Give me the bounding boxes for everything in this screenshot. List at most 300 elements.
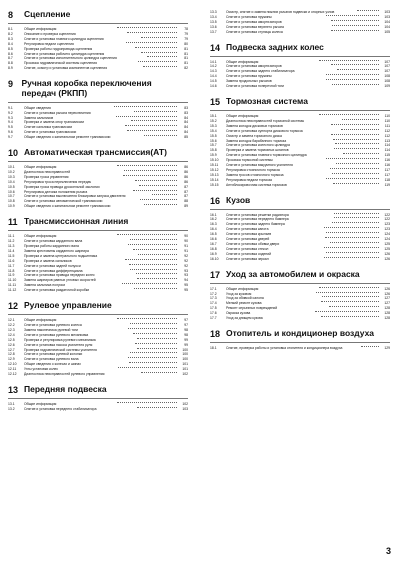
entry-page: 81 xyxy=(184,46,188,51)
dot-leader xyxy=(332,222,379,223)
entry-page: 89 xyxy=(184,204,189,209)
section-number: 18 xyxy=(210,328,221,339)
entry-title: Проверка работы карданного вала xyxy=(24,244,79,248)
entry-title: Общие сведения о капитальном ремонте трансмиссии xyxy=(24,204,111,209)
entry-number: 11.10 xyxy=(8,278,17,283)
entry-number: 12.10 xyxy=(8,362,17,367)
dot-leader xyxy=(334,217,379,218)
dot-leader xyxy=(361,346,379,347)
entry-number: 17.3 xyxy=(210,296,217,301)
entry-title: Общие информация xyxy=(24,27,57,31)
entry-number: 15.6 xyxy=(210,138,217,143)
entry-title: Снятие и установка задней полуоси xyxy=(24,263,81,268)
entry-page: 87 xyxy=(184,184,189,189)
entry-number: 16.1 xyxy=(210,212,217,217)
section-title: Подвеска задних колес xyxy=(226,41,324,52)
entry-title: Снятие и установка ступицы колеса xyxy=(226,29,283,34)
entry-title: Мелкий ремонт кузова xyxy=(226,301,262,306)
section-title: Сцепление xyxy=(24,9,71,19)
section-divider xyxy=(210,209,390,210)
dot-leader xyxy=(326,79,379,80)
dot-leader xyxy=(136,273,177,274)
entry-number: 17.6 xyxy=(210,311,217,316)
entry-number: 17.5 xyxy=(210,306,217,311)
entry-title: Замена крестовины карданного шарнира xyxy=(24,248,89,253)
dot-leader xyxy=(129,264,177,265)
dot-leader xyxy=(325,237,379,238)
entry-number: 15.11 xyxy=(210,163,219,168)
entry-page: 79 xyxy=(184,31,189,36)
entry-title: Общие информация xyxy=(24,165,57,170)
entry-number: 14.1 xyxy=(210,59,217,64)
dot-leader xyxy=(130,269,177,270)
entry-title: Проверка и замена сальников xyxy=(24,258,72,263)
entry-number: 11.8 xyxy=(8,268,15,273)
dot-leader xyxy=(357,10,379,11)
entry-page: 123 xyxy=(384,222,390,227)
entry-title: Уход за кузовом xyxy=(226,291,252,296)
section-header xyxy=(210,329,390,339)
dot-leader xyxy=(141,372,177,373)
section-title: Рулевое управление xyxy=(24,300,112,311)
dot-leader xyxy=(134,111,177,112)
entry-number: 13.3 xyxy=(210,10,217,14)
entry-number: 16.7 xyxy=(210,242,217,246)
dot-leader xyxy=(332,84,379,85)
entry-title: Общие информация xyxy=(226,286,259,291)
entry-title: Снятие и установка стекол xyxy=(226,246,269,251)
page-number: 3 xyxy=(385,546,391,556)
dot-leader xyxy=(342,119,379,120)
entry-number: 16.10 xyxy=(210,256,219,261)
entry-title: Снятие и установка автоматической трансмиссии xyxy=(24,199,103,204)
entry-number: 8.6 xyxy=(8,51,13,56)
entry-title: Снятие, проверка работы и установка отопителя и кондиционера воздуха xyxy=(226,345,343,350)
entry-page: 81 xyxy=(184,61,189,66)
entry-number: 15.5 xyxy=(210,133,217,138)
entry-page: 128 xyxy=(384,316,391,321)
entry-title: Снятие и установка рулевой колонки xyxy=(24,352,83,357)
dot-leader xyxy=(131,120,177,121)
toc-section xyxy=(8,385,188,412)
dot-leader xyxy=(117,318,177,319)
entry-number: 12.4 xyxy=(8,332,15,337)
entry-title: Общие информация xyxy=(24,401,57,406)
entry-number: 14.4 xyxy=(210,74,217,79)
dot-leader xyxy=(331,20,379,21)
entry-number: 11.1 xyxy=(8,234,15,239)
entry-number: 10.9 xyxy=(8,204,15,209)
entry-number: 12.6 xyxy=(8,342,15,347)
entry-page: 81 xyxy=(184,51,189,56)
toc-section xyxy=(8,301,188,377)
entry-number: 16.4 xyxy=(210,227,217,232)
toc-entry xyxy=(8,407,188,412)
dot-leader xyxy=(135,180,177,181)
entry-title: Снятие и установка трансмиссии xyxy=(24,130,77,135)
entry-page: 107 xyxy=(384,64,391,69)
entry-title: Снятие и установка сидений xyxy=(226,251,272,256)
dot-leader xyxy=(334,213,379,214)
toc-entry xyxy=(8,204,188,209)
dot-leader xyxy=(130,323,177,324)
entry-title: Снятие и установка рычага переключения xyxy=(24,110,91,115)
entry-title: Проверка гидравлической системы усилителя xyxy=(24,347,97,352)
section-header xyxy=(210,43,390,53)
entry-number: 11.9 xyxy=(8,273,15,278)
entry-number: 12.3 xyxy=(8,327,15,332)
entry-page: 101 xyxy=(182,362,189,367)
entry-number: 12.8 xyxy=(8,352,15,357)
entry-page: 112 xyxy=(384,133,391,138)
entry-title: Снятие и установка амортизаторов xyxy=(226,19,282,24)
section-title: Уход за автомобилем и окраска xyxy=(226,268,360,279)
entry-number: 11.2 xyxy=(8,239,15,244)
entry-page: 129 xyxy=(384,345,390,350)
entry-title: Снятие, осмотр и установка компонентов сцепления xyxy=(24,66,108,71)
toc-section xyxy=(8,10,188,71)
entry-number: 15.2 xyxy=(210,118,217,123)
entry-title: Снятие и установка дверей xyxy=(226,237,270,242)
entry-number: 15.13 xyxy=(210,172,219,177)
section-number: 9 xyxy=(8,79,14,90)
entry-page: 114 xyxy=(384,143,390,148)
entry-number: 8.4 xyxy=(8,41,13,46)
entry-number: 14.6 xyxy=(210,84,217,89)
entry-page: 104 xyxy=(384,19,391,24)
entry-number: 15.1 xyxy=(210,113,217,118)
dot-leader xyxy=(152,194,177,195)
entry-number: 15.15 xyxy=(210,182,219,187)
dot-leader xyxy=(138,61,178,62)
entry-page: 90 xyxy=(184,239,188,244)
entry-title: Снятие и установка заднего стабилизатора xyxy=(226,69,295,74)
entry-title: Снятие и установка пружины xyxy=(226,74,272,79)
section-title: Трансмиссионная линия xyxy=(24,216,129,227)
section-title: Отопитель и кондиционер воздуха xyxy=(226,327,375,338)
entry-title: Снятие и установка раздаточной коробки xyxy=(24,288,90,293)
dot-leader xyxy=(331,30,379,31)
dot-leader xyxy=(117,27,177,28)
entry-page: 103 xyxy=(384,14,391,19)
entry-title: Снятие и установка верхнего рычага xyxy=(226,24,284,29)
entry-page: 124 xyxy=(384,232,390,237)
dot-leader xyxy=(334,148,379,149)
entry-page: 86 xyxy=(184,165,188,170)
entry-page: 103 xyxy=(182,406,189,411)
dot-leader xyxy=(324,257,379,258)
entry-number: 18.1 xyxy=(210,345,217,350)
section-divider xyxy=(8,230,188,231)
entry-title: Проверка троса управления xyxy=(24,174,69,179)
entry-title: Общие сведения xyxy=(24,105,51,110)
section-number: 14 xyxy=(210,42,221,53)
entry-title: Замена колодок барабанного тормоза xyxy=(226,138,287,143)
entry-number: 10.4 xyxy=(8,179,15,184)
entry-number: 12.11 xyxy=(8,367,17,372)
entry-page: 104 xyxy=(384,24,390,29)
entry-number: 15.12 xyxy=(210,167,219,172)
entry-title: Снятие и установка решетки радиатора xyxy=(226,212,289,217)
entry-number: 10.8 xyxy=(8,199,15,204)
dot-leader xyxy=(333,183,379,184)
dot-leader xyxy=(332,25,379,26)
entry-page: 92 xyxy=(184,253,188,258)
entry-title: Замена наконечника рулевой тяги xyxy=(24,327,78,332)
entry-page: 105 xyxy=(384,29,390,34)
dot-leader xyxy=(128,357,177,358)
section-header xyxy=(8,79,188,99)
entry-page: 118 xyxy=(384,177,391,182)
entry-page: 114 xyxy=(384,148,391,153)
dot-leader xyxy=(133,249,177,250)
entry-page: 86 xyxy=(184,179,189,184)
entry-number: 12.1 xyxy=(8,318,15,323)
entry-title: Снятие и установка рулевого колеса xyxy=(24,322,82,327)
entry-number: 13.5 xyxy=(210,19,217,24)
entry-title: Общие информация xyxy=(24,318,57,323)
entry-page: 87 xyxy=(184,194,188,199)
toc-entry xyxy=(210,84,390,89)
section-header xyxy=(210,270,390,280)
toc-section xyxy=(8,79,188,140)
dot-leader xyxy=(333,139,379,140)
entry-number: 8.1 xyxy=(8,27,13,31)
entry-number: 9.1 xyxy=(8,105,13,110)
entry-page: 103 xyxy=(384,10,391,14)
toc-entry xyxy=(8,372,188,377)
entry-page: 101 xyxy=(182,367,189,372)
entry-title: Уход за обивкой салона xyxy=(226,296,264,301)
entry-number: 11.3 xyxy=(8,244,15,248)
entry-number: 12.2 xyxy=(8,322,15,327)
entry-page: 126 xyxy=(384,251,390,256)
entry-page: 117 xyxy=(384,167,391,172)
entry-number: 16.2 xyxy=(210,217,217,222)
entry-number: 16.5 xyxy=(210,232,217,237)
dot-leader xyxy=(129,362,177,363)
entry-number: 13.6 xyxy=(210,24,217,29)
section-header xyxy=(210,196,390,206)
entry-title: Снятие и установка дифференциала xyxy=(24,268,83,273)
dot-leader xyxy=(319,287,379,288)
section-divider xyxy=(8,23,188,24)
section-number: 12 xyxy=(8,301,19,312)
entry-page: 90 xyxy=(184,234,188,239)
entry-title: Снятие и установка переднего стабилизатора xyxy=(24,406,97,411)
entry-page: 92 xyxy=(184,258,188,263)
toc-entry xyxy=(8,66,188,71)
entry-page: 100 xyxy=(182,352,188,357)
dot-leader xyxy=(130,239,177,240)
entry-page: 83 xyxy=(184,110,188,115)
section-number: 15 xyxy=(210,96,221,107)
entry-title: Проверка и замена опор трансмиссии xyxy=(24,120,85,125)
entry-title: Проверка работы гидропривода сцепления xyxy=(24,46,93,51)
entry-page: 99 xyxy=(184,342,188,347)
entry-title: Диагностика неисправностей рулевого управления xyxy=(24,372,105,377)
entry-number: 13.4 xyxy=(210,14,217,19)
dot-leader xyxy=(147,56,177,57)
entry-page: 93 xyxy=(184,268,189,273)
entry-number: 13.7 xyxy=(210,29,217,34)
entry-page: 94 xyxy=(184,278,188,283)
section-header xyxy=(8,217,188,227)
dot-leader xyxy=(331,124,379,125)
entry-title: Снятие и установка рулевого механизма xyxy=(24,332,89,337)
dot-leader xyxy=(135,47,177,48)
dot-leader xyxy=(321,301,379,302)
entry-page: 84 xyxy=(184,125,188,130)
entry-page: 97 xyxy=(184,318,188,323)
entry-number: 11.12 xyxy=(8,288,17,293)
section-number: 8 xyxy=(8,10,14,20)
dot-leader xyxy=(133,190,177,191)
entry-page: 116 xyxy=(384,158,391,163)
entry-page: 97 xyxy=(184,322,188,327)
dot-leader xyxy=(324,227,379,228)
entry-title: Снятие и установка крыльев xyxy=(226,232,272,237)
entry-page: 117 xyxy=(384,172,391,177)
section-number: 16 xyxy=(210,195,221,206)
entry-title: Замена шарниров равных угловых скоростей xyxy=(24,278,96,283)
entry-title: Снятие и установка главного тормозного цилиндра xyxy=(226,153,307,158)
entry-title: Снятие и установка привода передних колес xyxy=(24,273,95,278)
entry-page: 80 xyxy=(184,41,188,46)
toc-section xyxy=(210,196,390,262)
entry-page: 110 xyxy=(384,113,390,118)
entry-title: Замена колодок дисковых тормозов xyxy=(226,123,283,128)
entry-page: 85 xyxy=(184,135,189,140)
dot-leader xyxy=(130,352,177,353)
dot-leader xyxy=(326,15,379,16)
entry-number: 9.3 xyxy=(8,115,13,120)
dot-leader xyxy=(331,134,379,135)
section-divider xyxy=(210,283,390,284)
entry-title: Снятие и установка карданного вала xyxy=(24,239,83,244)
toc-section xyxy=(210,10,390,35)
entry-number: 14.2 xyxy=(210,64,217,69)
dot-leader xyxy=(138,254,177,255)
entry-title: Снятие и установка главного цилиндра сцепления xyxy=(24,36,104,41)
toc-section xyxy=(8,217,188,293)
entry-page: 122 xyxy=(384,212,391,217)
entry-number: 11.11 xyxy=(8,283,16,288)
section-divider xyxy=(210,342,390,343)
entry-page: 124 xyxy=(384,237,391,242)
entry-page: 100 xyxy=(182,357,189,362)
entry-page: 126 xyxy=(384,256,390,261)
entry-page: 81 xyxy=(184,56,189,61)
dot-leader xyxy=(341,129,379,130)
dot-leader xyxy=(124,170,177,171)
section-title: Тормозная система xyxy=(226,95,308,106)
dot-leader xyxy=(123,175,177,176)
entry-title: Регулировка педали сцепления xyxy=(24,41,74,46)
entry-page: 123 xyxy=(384,227,390,232)
entry-number: 10.6 xyxy=(8,189,15,194)
entry-title: Снятие и установка зеркал xyxy=(226,256,269,261)
dot-leader xyxy=(321,316,379,317)
entry-page: 122 xyxy=(384,217,390,222)
entry-page: 127 xyxy=(384,301,391,306)
dot-leader xyxy=(144,135,177,136)
entry-number: 8.3 xyxy=(8,36,13,41)
entry-page: 126 xyxy=(384,291,390,296)
section-title: Ручная коробка переключения передач (РКПП) xyxy=(21,78,152,98)
entry-page: 86 xyxy=(184,174,189,179)
dot-leader xyxy=(137,338,177,339)
section-divider xyxy=(8,102,188,103)
entry-title: Диагностика неисправностей xyxy=(24,169,71,174)
entry-title: Общие информация xyxy=(226,59,259,64)
entry-number: 17.2 xyxy=(210,291,217,296)
toc-section xyxy=(210,329,390,351)
section-number: 11 xyxy=(8,217,18,228)
entry-title: Осмотр и замена тормозного диска xyxy=(226,133,282,138)
entry-number: 10.5 xyxy=(8,184,15,189)
entry-number: 17.1 xyxy=(210,286,217,291)
entry-title: Прокачка гидравлической системы сцепления xyxy=(24,61,97,66)
entry-title: Снятие и установка рабочего цилиндра сцепления xyxy=(24,51,105,56)
entry-page: 125 xyxy=(384,242,390,246)
entry-number: 15.7 xyxy=(210,143,217,148)
entry-title: Общие сведения о колесах и шинах xyxy=(24,362,81,367)
entry-number: 15.3 xyxy=(210,123,217,128)
entry-number: 9.7 xyxy=(8,135,13,140)
entry-page: 107 xyxy=(384,59,390,64)
entry-page: 113 xyxy=(384,138,391,143)
toc-entry xyxy=(210,316,390,321)
entry-number: 14.5 xyxy=(210,79,217,84)
dot-leader xyxy=(322,296,379,297)
dot-leader xyxy=(143,66,177,67)
entry-page: 111 xyxy=(384,123,391,128)
dot-leader xyxy=(336,163,379,164)
entry-number: 10.1 xyxy=(8,165,15,170)
entry-number: 14.3 xyxy=(210,69,217,74)
entry-page: 84 xyxy=(184,120,188,125)
dot-leader xyxy=(335,143,379,144)
entry-page: 127 xyxy=(384,296,390,301)
entry-title: Снятие и установка переднего бампера xyxy=(226,217,289,222)
entry-page: 99 xyxy=(184,337,188,342)
dot-leader xyxy=(141,37,177,38)
dot-leader xyxy=(326,252,379,253)
section-header xyxy=(8,10,188,20)
entry-page: 100 xyxy=(182,347,188,352)
entry-title: Снятие и установка поперечной тяги xyxy=(226,84,284,89)
dot-leader xyxy=(127,32,177,33)
entry-number: 13.2 xyxy=(8,406,15,411)
toc-entry xyxy=(8,135,188,140)
entry-title: Прокачка тормозной системы xyxy=(226,158,273,163)
dot-leader xyxy=(125,259,177,260)
entry-number: 10.2 xyxy=(8,169,15,174)
entry-page: 110 xyxy=(384,118,390,123)
entry-title: Окраска кузова xyxy=(226,311,251,316)
entry-title: Замена сальников xyxy=(24,115,54,120)
toc-left-column xyxy=(8,10,188,420)
entry-title: Проверка и регулировка рулевого механизма xyxy=(24,337,96,342)
entry-page: 83 xyxy=(184,105,189,110)
entry-title: Общие сведения о капитальном ремонте трансмиссии xyxy=(24,135,111,140)
dot-leader xyxy=(134,288,177,289)
dot-leader xyxy=(127,130,177,131)
entry-number: 17.4 xyxy=(210,301,217,306)
entry-page: 102 xyxy=(182,401,188,406)
entry-number: 15.8 xyxy=(210,148,217,153)
